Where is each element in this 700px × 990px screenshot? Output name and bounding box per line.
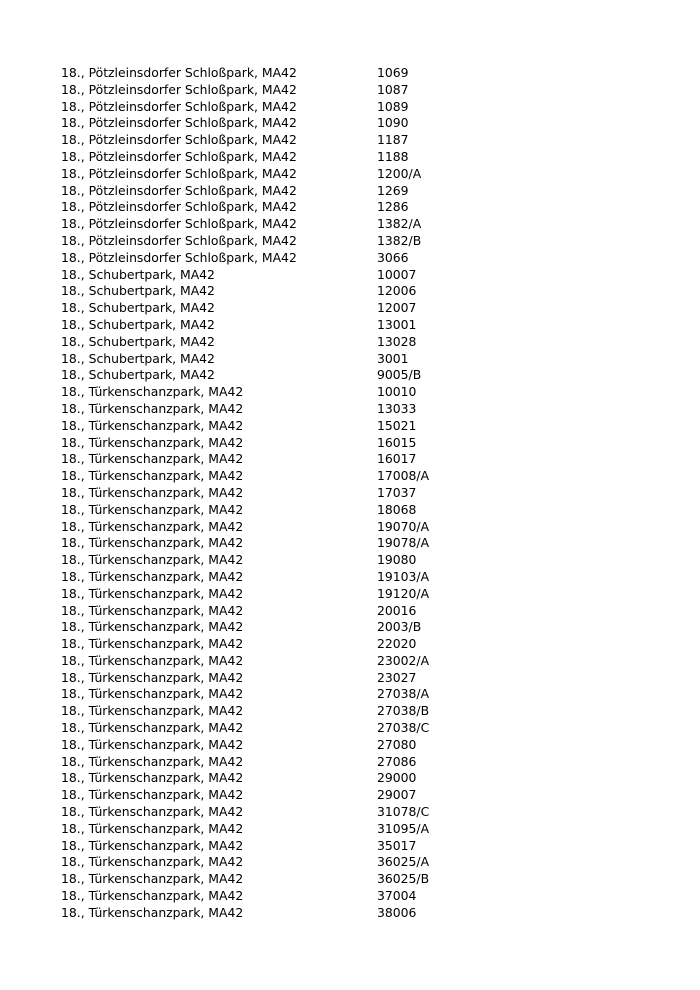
table-row bbox=[61, 300, 661, 317]
tree-number-cell: 15021 bbox=[377, 417, 417, 433]
location-cell: 18., Schubertpark, MA42 bbox=[61, 350, 215, 366]
tree-number-cell: 16015 bbox=[377, 434, 417, 450]
table-row bbox=[61, 703, 661, 720]
tree-number-cell: 36025/A bbox=[377, 854, 430, 870]
tree-number-cell: 1069 bbox=[377, 65, 409, 80]
location-cell: 18., Pötzleinsdorfer Schloßpark, MA42 bbox=[61, 232, 297, 248]
tree-number-cell: 10007 bbox=[377, 266, 417, 282]
tree-number-cell: 1382/B bbox=[377, 232, 422, 248]
tree-number-cell: 37004 bbox=[377, 888, 417, 904]
location-cell: 18., Türkenschanzpark, MA42 bbox=[61, 871, 244, 887]
tree-number-cell: 36025/B bbox=[377, 871, 430, 887]
location-cell: 18., Pötzleinsdorfer Schloßpark, MA42 bbox=[61, 249, 297, 265]
tree-number-cell: 2003/B bbox=[377, 619, 422, 635]
table-row bbox=[61, 149, 661, 166]
table-row bbox=[61, 384, 661, 401]
location-cell: 18., Pötzleinsdorfer Schloßpark, MA42 bbox=[61, 199, 297, 215]
table-row bbox=[61, 653, 661, 670]
table-row bbox=[61, 619, 661, 636]
table-row bbox=[61, 99, 661, 116]
table-row bbox=[61, 737, 661, 754]
tree-number-cell: 27038/C bbox=[377, 720, 430, 736]
tree-number-cell: 1382/A bbox=[377, 216, 422, 232]
location-cell: 18., Pötzleinsdorfer Schloßpark, MA42 bbox=[61, 148, 297, 164]
tree-number-cell: 19120/A bbox=[377, 585, 430, 601]
table-row bbox=[61, 686, 661, 703]
location-cell: 18., Schubertpark, MA42 bbox=[61, 266, 215, 282]
table-row bbox=[61, 115, 661, 132]
table-row bbox=[61, 670, 661, 687]
table-row bbox=[61, 636, 661, 653]
location-cell: 18., Türkenschanzpark, MA42 bbox=[61, 585, 244, 601]
location-cell: 18., Pötzleinsdorfer Schloßpark, MA42 bbox=[61, 98, 297, 114]
location-cell: 18., Schubertpark, MA42 bbox=[61, 333, 215, 349]
table-row bbox=[61, 586, 661, 603]
location-cell: 18., Pötzleinsdorfer Schloßpark, MA42 bbox=[61, 81, 297, 97]
tree-number-cell: 1090 bbox=[377, 115, 409, 131]
table-row bbox=[61, 267, 661, 284]
location-cell: 18., Türkenschanzpark, MA42 bbox=[61, 720, 244, 736]
location-cell: 18., Türkenschanzpark, MA42 bbox=[61, 484, 244, 500]
tree-number-cell: 27038/B bbox=[377, 703, 430, 719]
location-cell: 18., Türkenschanzpark, MA42 bbox=[61, 703, 244, 719]
tree-number-cell: 1087 bbox=[377, 81, 409, 97]
tree-number-cell: 31095/A bbox=[377, 820, 430, 836]
table-row bbox=[61, 603, 661, 620]
tree-number-cell: 12006 bbox=[377, 283, 417, 299]
location-cell: 18., Pötzleinsdorfer Schloßpark, MA42 bbox=[61, 132, 297, 148]
tree-number-cell: 23027 bbox=[377, 669, 417, 685]
location-cell: 18., Pötzleinsdorfer Schloßpark, MA42 bbox=[61, 182, 297, 198]
tree-number-cell: 27086 bbox=[377, 753, 417, 769]
tree-number-cell: 17008/A bbox=[377, 468, 430, 484]
location-cell: 18., Türkenschanzpark, MA42 bbox=[61, 400, 244, 416]
tree-number-cell: 9005/B bbox=[377, 367, 422, 383]
table-row bbox=[61, 166, 661, 183]
table-row bbox=[61, 569, 661, 586]
location-cell: 18., Türkenschanzpark, MA42 bbox=[61, 552, 244, 568]
location-cell: 18., Türkenschanzpark, MA42 bbox=[61, 417, 244, 433]
location-cell: 18., Türkenschanzpark, MA42 bbox=[61, 535, 244, 551]
location-cell: 18., Türkenschanzpark, MA42 bbox=[61, 602, 244, 618]
location-cell: 18., Pötzleinsdorfer Schloßpark, MA42 bbox=[61, 65, 297, 80]
table-row bbox=[61, 334, 661, 351]
tree-number-cell: 3066 bbox=[377, 249, 409, 265]
tree-number-cell: 3001 bbox=[377, 350, 409, 366]
table-row bbox=[61, 854, 661, 871]
tree-number-cell: 1188 bbox=[377, 148, 409, 164]
table-row bbox=[61, 317, 661, 334]
location-cell: 18., Türkenschanzpark, MA42 bbox=[61, 468, 244, 484]
tree-number-cell: 20016 bbox=[377, 602, 417, 618]
tree-number-cell: 1200/A bbox=[377, 165, 422, 181]
tree-list-table bbox=[61, 65, 661, 922]
table-row bbox=[61, 485, 661, 502]
tree-number-cell: 13001 bbox=[377, 316, 417, 332]
table-row bbox=[61, 132, 661, 149]
tree-number-cell: 1269 bbox=[377, 182, 409, 198]
location-cell: 18., Türkenschanzpark, MA42 bbox=[61, 736, 244, 752]
table-row bbox=[61, 502, 661, 519]
table-row bbox=[61, 468, 661, 485]
table-row bbox=[61, 250, 661, 267]
location-cell: 18., Schubertpark, MA42 bbox=[61, 300, 215, 316]
table-row bbox=[61, 519, 661, 536]
location-cell: 18., Türkenschanzpark, MA42 bbox=[61, 669, 244, 685]
tree-number-cell: 10010 bbox=[377, 384, 417, 400]
table-row bbox=[61, 720, 661, 737]
location-cell: 18., Türkenschanzpark, MA42 bbox=[61, 652, 244, 668]
location-cell: 18., Schubertpark, MA42 bbox=[61, 316, 215, 332]
tree-number-cell: 31078/C bbox=[377, 804, 430, 820]
location-cell: 18., Türkenschanzpark, MA42 bbox=[61, 787, 244, 803]
table-row bbox=[61, 787, 661, 804]
table-row bbox=[61, 871, 661, 888]
tree-number-cell: 27080 bbox=[377, 736, 417, 752]
location-cell: 18., Türkenschanzpark, MA42 bbox=[61, 636, 244, 652]
tree-number-cell: 19080 bbox=[377, 552, 417, 568]
tree-number-cell: 22020 bbox=[377, 636, 417, 652]
tree-number-cell: 38006 bbox=[377, 904, 417, 920]
location-cell: 18., Türkenschanzpark, MA42 bbox=[61, 518, 244, 534]
table-row bbox=[61, 770, 661, 787]
tree-number-cell: 1187 bbox=[377, 132, 409, 148]
location-cell: 18., Türkenschanzpark, MA42 bbox=[61, 854, 244, 870]
tree-number-cell: 29000 bbox=[377, 770, 417, 786]
location-cell: 18., Schubertpark, MA42 bbox=[61, 283, 215, 299]
table-row bbox=[61, 804, 661, 821]
tree-number-cell: 16017 bbox=[377, 451, 417, 467]
table-row bbox=[61, 552, 661, 569]
location-cell: 18., Türkenschanzpark, MA42 bbox=[61, 904, 244, 920]
table-row bbox=[61, 199, 661, 216]
table-row bbox=[61, 435, 661, 452]
location-cell: 18., Türkenschanzpark, MA42 bbox=[61, 770, 244, 786]
location-cell: 18., Türkenschanzpark, MA42 bbox=[61, 686, 244, 702]
tree-number-cell: 17037 bbox=[377, 484, 417, 500]
table-row bbox=[61, 82, 661, 99]
tree-number-cell: 19070/A bbox=[377, 518, 430, 534]
table-row bbox=[61, 888, 661, 905]
table-row bbox=[61, 905, 661, 922]
tree-number-cell: 19078/A bbox=[377, 535, 430, 551]
table-row bbox=[61, 401, 661, 418]
table-row bbox=[61, 351, 661, 368]
tree-number-cell: 12007 bbox=[377, 300, 417, 316]
location-cell: 18., Türkenschanzpark, MA42 bbox=[61, 568, 244, 584]
table-row bbox=[61, 283, 661, 300]
tree-number-cell: 23002/A bbox=[377, 652, 430, 668]
location-cell: 18., Pötzleinsdorfer Schloßpark, MA42 bbox=[61, 165, 297, 181]
location-cell: 18., Schubertpark, MA42 bbox=[61, 367, 215, 383]
table-row bbox=[61, 451, 661, 468]
tree-number-cell: 1089 bbox=[377, 98, 409, 114]
location-cell: 18., Türkenschanzpark, MA42 bbox=[61, 753, 244, 769]
location-cell: 18., Türkenschanzpark, MA42 bbox=[61, 384, 244, 400]
tree-number-cell: 19103/A bbox=[377, 568, 430, 584]
table-row bbox=[61, 418, 661, 435]
location-cell: 18., Türkenschanzpark, MA42 bbox=[61, 888, 244, 904]
tree-number-cell: 29007 bbox=[377, 787, 417, 803]
location-cell: 18., Pötzleinsdorfer Schloßpark, MA42 bbox=[61, 216, 297, 232]
location-cell: 18., Türkenschanzpark, MA42 bbox=[61, 804, 244, 820]
location-cell: 18., Türkenschanzpark, MA42 bbox=[61, 619, 244, 635]
location-cell: 18., Türkenschanzpark, MA42 bbox=[61, 501, 244, 517]
table-row bbox=[61, 65, 661, 82]
tree-number-cell: 13033 bbox=[377, 400, 417, 416]
tree-number-cell: 1286 bbox=[377, 199, 409, 215]
tree-number-cell: 13028 bbox=[377, 333, 417, 349]
location-cell: 18., Türkenschanzpark, MA42 bbox=[61, 820, 244, 836]
table-row bbox=[61, 838, 661, 855]
table-row bbox=[61, 367, 661, 384]
table-row bbox=[61, 535, 661, 552]
table-row bbox=[61, 183, 661, 200]
location-cell: 18., Türkenschanzpark, MA42 bbox=[61, 451, 244, 467]
tree-number-cell: 27038/A bbox=[377, 686, 430, 702]
table-row bbox=[61, 233, 661, 250]
location-cell: 18., Pötzleinsdorfer Schloßpark, MA42 bbox=[61, 115, 297, 131]
table-row bbox=[61, 754, 661, 771]
tree-number-cell: 35017 bbox=[377, 837, 417, 853]
location-cell: 18., Türkenschanzpark, MA42 bbox=[61, 434, 244, 450]
table-row bbox=[61, 821, 661, 838]
table-row bbox=[61, 216, 661, 233]
location-cell: 18., Türkenschanzpark, MA42 bbox=[61, 837, 244, 853]
tree-number-cell: 18068 bbox=[377, 501, 417, 517]
